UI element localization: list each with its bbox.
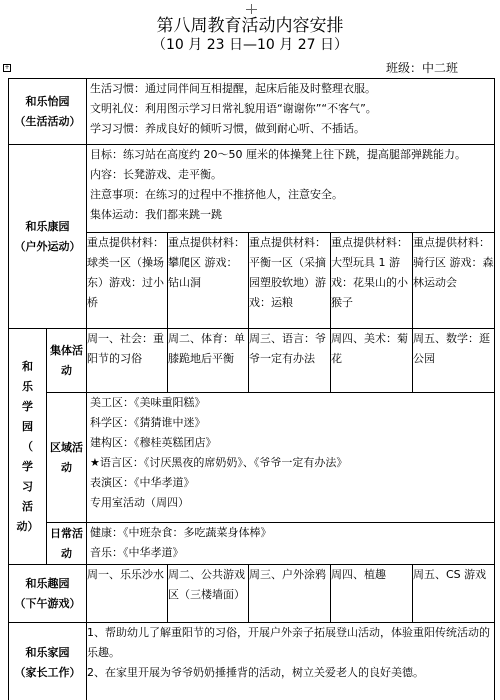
area-content[interactable]: [87, 393, 495, 523]
area-line: 表演区：《中华孝道》: [90, 476, 195, 489]
table-row-life: [9, 79, 495, 145]
class-info: [386, 60, 458, 76]
outdoor-goal: 目标：练习站在高度约 20～50 厘米的体操凳上往下跳，提高腿部弹跳能力。: [90, 148, 466, 161]
outdoor-material-cell[interactable]: 重点提供材料：骑行区 游戏：森林运动会: [413, 233, 495, 329]
outdoor-content[interactable]: [87, 145, 495, 233]
table-row-games: [9, 565, 495, 623]
outdoor-note: 注意事项：在练习的过程中不推挤他人，注意安全。: [90, 188, 343, 201]
page-title: 第八周教育活动内容安排: [156, 16, 344, 36]
area-label: 区域活动: [47, 393, 87, 523]
section-outdoor-sub: （户外运动）: [14, 239, 81, 253]
table-row-area: [9, 393, 495, 523]
section-outdoor: [9, 145, 87, 329]
section-learn-char: 动）: [16, 519, 39, 533]
collective-item[interactable]: 周五、数学：逛公园: [413, 329, 495, 393]
games-item[interactable]: 周二、公共游戏区（三楼墙面）: [168, 565, 249, 623]
outdoor-material-cell[interactable]: 重点提供材料：大型玩具 1 游戏：花果山的小猴子: [331, 233, 413, 329]
section-learn-char: 乐: [22, 379, 33, 393]
outdoor-material-cell[interactable]: 重点提供材料：球类一区（操场东）游戏：过小桥: [87, 233, 168, 329]
section-home-title: 和乐家园: [25, 645, 70, 659]
page-margin-mark: [246, 9, 257, 10]
section-life-title: 和乐怡园: [25, 94, 70, 108]
area-line: 美工区：《美味重阳糕》: [90, 396, 206, 409]
daily-label: 日常活动: [47, 523, 87, 565]
games-item[interactable]: 周一、乐乐沙水: [87, 565, 168, 623]
date-range: （10 月 23 日—10 月 27 日）: [152, 37, 348, 53]
section-learn: [9, 329, 47, 565]
section-learn-char: 习: [22, 479, 33, 493]
home-content[interactable]: [87, 623, 495, 700]
area-line: 专用室活动（周四）: [90, 496, 189, 509]
section-outdoor-title: 和乐康园: [25, 219, 70, 233]
collective-item[interactable]: 周二、体育：单膝跪地后平衡: [168, 329, 249, 393]
home-line: 1、帮助幼儿了解重阳节的习俗，开展户外亲子拓展登山活动，体验重阳传统活动的乐趣。: [87, 626, 490, 659]
table-row-outdoor: [9, 145, 495, 233]
section-home: [9, 623, 87, 700]
area-line: ★语言区：《讨厌黑夜的席奶奶》、《爷爷一定有办法》: [90, 456, 348, 469]
games-item[interactable]: 周四、植趣: [331, 565, 413, 623]
section-learn-char: 学: [22, 399, 33, 413]
games-item[interactable]: 周三、户外涂鸦: [249, 565, 331, 623]
daily-content[interactable]: [87, 523, 495, 565]
collective-item[interactable]: 周三、语言：爷爷一定有办法: [249, 329, 331, 393]
outdoor-content-line: 内容：长凳游戏、走平衡。: [90, 168, 222, 181]
table-move-handle-icon[interactable]: +: [4, 64, 10, 71]
life-content[interactable]: [87, 79, 495, 145]
daily-line: 音乐：《中华孝道》: [90, 546, 184, 559]
area-line: 建构区：《穆桂英糕团店》: [90, 436, 217, 449]
section-learn-char: 和: [22, 359, 33, 373]
section-learn-char: 学: [22, 459, 33, 473]
class-label: 班级：: [386, 61, 423, 75]
section-games: [9, 565, 87, 623]
section-games-sub: （下午游戏）: [14, 596, 81, 610]
section-learn-char: （: [22, 439, 33, 453]
collective-label: 集体活动: [47, 329, 87, 393]
outdoor-material-cell[interactable]: 重点提供材料：平衡一区（采摘园塑胶软地）游戏：运粮: [249, 233, 331, 329]
life-line: 学习习惯：养成良好的倾听习惯，做到耐心听、不插话。: [90, 122, 365, 135]
section-games-title: 和乐趣园: [25, 576, 70, 590]
life-line: 文明礼仪：利用图示学习日常礼貌用语“谢谢你”“不客气”。: [90, 102, 377, 115]
section-life: [9, 79, 87, 145]
home-line: 2、在家里开展为爷爷奶奶捶捶背的活动，树立关爱老人的良好美德。: [87, 666, 424, 679]
class-value: 中二班: [422, 61, 459, 75]
collective-item[interactable]: 周四、美术：菊花: [331, 329, 413, 393]
collective-item[interactable]: 周一、社会：重阳节的习俗: [87, 329, 168, 393]
table-row-daily: [9, 523, 495, 565]
area-line: 科学区：《猜猜谁中迷》: [90, 416, 206, 429]
table-row-home: [9, 623, 495, 700]
daily-line: 健康：《中班杂食：多吃蔬菜身体棒》: [90, 526, 272, 539]
outdoor-group: 集体运动：我们都来跳一跳: [90, 208, 222, 221]
games-item[interactable]: 周五、CS 游戏: [413, 565, 495, 623]
section-learn-char: 园: [22, 419, 33, 433]
table-row-collective: [9, 329, 495, 393]
section-learn-char: 活: [22, 499, 33, 513]
outdoor-material-cell[interactable]: 重点提供材料：攀爬区 游戏：钻山洞: [168, 233, 249, 329]
section-home-sub: （家长工作）: [14, 665, 81, 679]
section-life-sub: （生活活动）: [14, 114, 81, 128]
schedule-table: [8, 78, 495, 700]
life-line: 生活习惯：通过同伴间互相提醒，起床后能及时整理衣服。: [90, 82, 376, 95]
